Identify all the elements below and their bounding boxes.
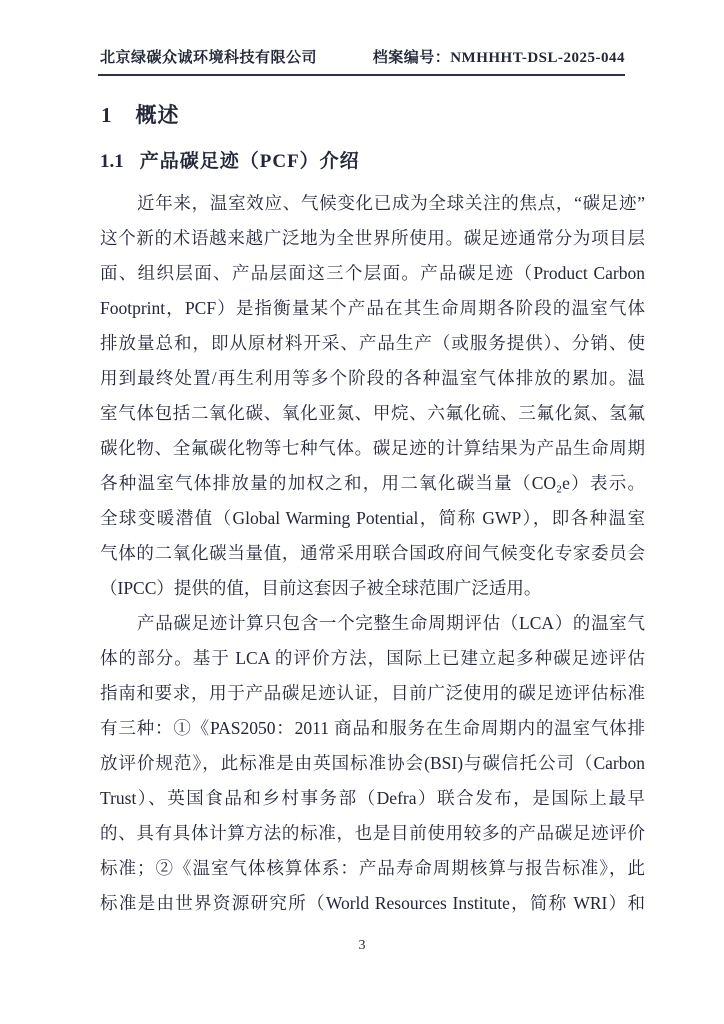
header-rule — [98, 74, 625, 76]
paragraph-line: 室气体包括二氧化碳、氧化亚氮、甲烷、六氟化硫、三氟化氮、氢氟 — [100, 403, 645, 423]
paragraph-line: 体的部分。基于 LCA 的评价方法，国际上已建立起多种碳足迹评估 — [100, 648, 645, 668]
paragraph-line: 全球变暖潜值（Global Warming Potential，简称 GWP），即各种温室 — [100, 508, 645, 528]
paragraph-line: 产品碳足迹计算只包含一个完整生命周期评估（LCA）的温室气 — [137, 613, 645, 633]
paragraph-line: Trust）、英国食品和乡村事务部（Defra）联合发布，是国际上最早 — [100, 788, 645, 808]
paragraph-1 — [100, 186, 645, 606]
paragraph-line: 有三种：①《PAS2050：2011 商品和服务在生命周期内的温室气体排 — [100, 718, 645, 738]
paragraph-line: 碳化物、全氟碳化物等七种气体。碳足迹的计算结果为产品生命周期 — [100, 438, 645, 458]
paragraph-line: 标准是由世界资源研究所（World Resources Institute，简称 WRI）和 — [100, 893, 645, 913]
paragraph-2 — [100, 606, 645, 921]
file-number-value: NMHHHT-DSL-2025-044 — [450, 50, 625, 66]
body-text — [100, 186, 645, 921]
paragraph-line: 放评价规范》，此标准是由英国标准协会(BSI)与碳信托公司（Carbon — [100, 753, 645, 773]
paragraph-line: 排放量总和，即从原材料开采、产品生产（或服务提供）、分销、使 — [100, 333, 645, 353]
page-header — [100, 46, 625, 67]
subsection-heading — [100, 146, 360, 173]
paragraph-line: 指南和要求，用于产品碳足迹认证，目前广泛使用的碳足迹评估标准 — [100, 683, 645, 703]
paragraph-line: 这个新的术语越来越广泛地为全世界所使用。碳足迹通常分为项目层 — [100, 228, 645, 248]
subsection-number: 1.1 — [100, 151, 124, 172]
paragraph-line: 标准；②《温室气体核算体系：产品寿命周期核算与报告标准》，此 — [100, 858, 645, 878]
section-title: 概述 — [135, 103, 180, 127]
subsection-title: 产品碳足迹（PCF）介绍 — [139, 151, 360, 172]
paragraph-line: 的、具有具体计算方法的标准，也是目前使用较多的产品碳足迹评价 — [100, 823, 645, 843]
paragraph-line: 用到最终处置/再生利用等多个阶段的各种温室气体排放的累加。温 — [100, 368, 645, 388]
section-heading — [101, 99, 180, 129]
page-number: 3 — [358, 938, 366, 953]
paragraph-line: 各种温室气体排放量的加权之和，用二氧化碳当量（CO₂e）表示。 — [100, 473, 645, 493]
paragraph-line: （IPCC）提供的值，目前这套因子被全球范围广泛适用。 — [100, 578, 542, 598]
file-number-label: 档案编号： — [372, 50, 451, 66]
section-number: 1 — [101, 103, 112, 127]
paragraph-line: Footprint，PCF）是指衡量某个产品在其生命周期各阶段的温室气体 — [100, 298, 645, 318]
paragraph-line: 面、组织层面、产品层面这三个层面。产品碳足迹（Product Carbon — [100, 263, 645, 283]
header-company: 北京绿碳众诚环境科技有限公司 — [100, 50, 318, 66]
paragraph-line: 气体的二氧化碳当量值，通常采用联合国政府间气候变化专家委员会 — [100, 543, 645, 563]
paragraph-line: 近年来，温室效应、气候变化已成为全球关注的焦点，“碳足迹” — [137, 193, 645, 213]
header-file-number — [373, 46, 625, 67]
